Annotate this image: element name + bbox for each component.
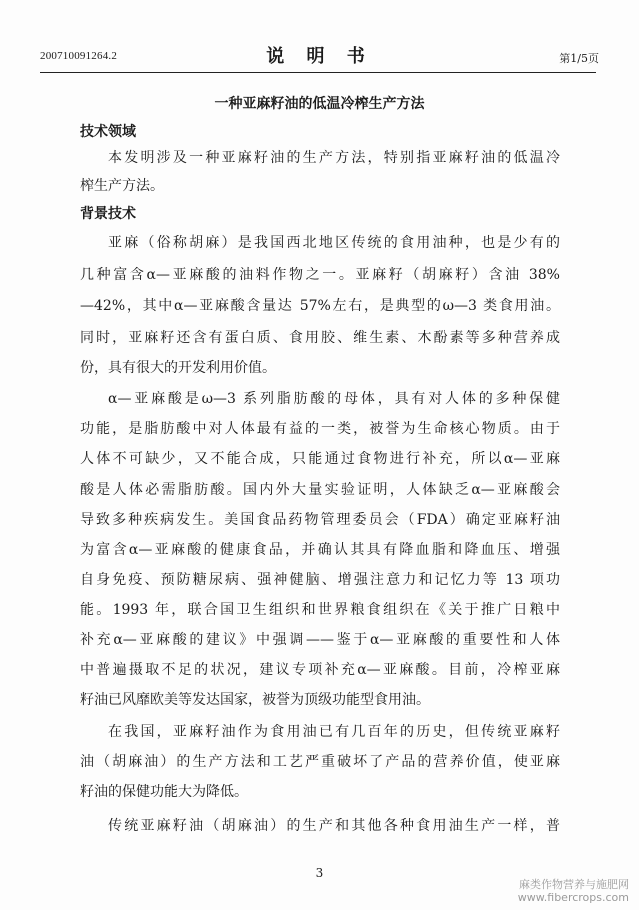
page-indicator: 第1/5页: [559, 52, 599, 65]
header-rule: [40, 72, 596, 73]
paragraph-line: 本发明涉及一种亚麻籽油的生产方法，特别指亚麻籽油的低温冷: [108, 150, 560, 166]
paragraph-line: 在我国，亚麻籽油作为食用油已有几百年的历史，但传统亚麻籽: [108, 724, 560, 740]
section-heading-technical-field: 技术领域: [80, 124, 136, 140]
section-heading-background: 背景技术: [80, 206, 136, 222]
paragraph-line: α—亚麻酸是ω—3 系列脂肪酸的母体，具有对人体的多种保健: [108, 391, 560, 407]
paragraph-line: 功能，是脂肪酸中对人体最有益的一类，被誉为生命核心物质。由于: [80, 421, 560, 437]
paragraph-line: 份，具有很大的开发利用价值。: [80, 360, 276, 376]
paragraph-line: 籽油已风靡欧美等发达国家，被誉为顶级功能型食用油。: [80, 692, 430, 708]
document-title: 一种亚麻籽油的低温冷榨生产方法: [214, 96, 425, 112]
page-number: 3: [315, 866, 324, 880]
paragraph-line: 籽油的保健功能大为降低。: [80, 784, 248, 800]
paragraph-line: 传统亚麻籽油（胡麻油）的生产和其他各种食用油生产一样，普: [108, 818, 560, 834]
paragraph-line: 油（胡麻油）的生产方法和工艺严重破坏了产品的营养价值，使亚麻: [80, 754, 560, 770]
paragraph-line: 同时，亚麻籽还含有蛋白质、食用胶、维生素、木酚素等多种营养成: [80, 330, 560, 346]
site-watermark: [518, 878, 629, 904]
paragraph-line: 榨生产方法。: [80, 178, 164, 194]
paragraph-line: 能。1993 年，联合国卫生组织和世界粮食组织在《关于推广日粮中: [80, 602, 560, 618]
paragraph-line: 补充α—亚麻酸的建议》中强调——鉴于α—亚麻酸的重要性和人体: [80, 632, 560, 648]
application-number: 200710091264.2: [40, 50, 118, 62]
paragraph-line: —42%，其中α—亚麻酸含量达 57%左右，是典型的ω—3 类食用油。: [80, 298, 560, 314]
paragraph-line: 几种富含α—亚麻酸的油料作物之一。亚麻籽（胡麻籽）含油 38%: [80, 267, 560, 283]
header-title: 说 明 书: [266, 46, 373, 67]
watermark-url: www.fibercrops.com: [517, 891, 629, 904]
watermark-site-name: 麻类作物营养与施肥网: [519, 878, 629, 891]
paragraph-line: 为富含α—亚麻酸的健康食品，并确认其具有降血脂和降血压、增强: [80, 542, 560, 558]
paragraph-line: 自身免疫、预防糖尿病、强神健脑、增强注意力和记忆力等 13 项功: [80, 572, 560, 588]
paragraph-line: 中普遍摄取不足的状况，建议专项补充α—亚麻酸。目前，冷榨亚麻: [80, 662, 560, 678]
paragraph-line: 导致多种疾病发生。美国食品药物管理委员会（FDA）确定亚麻籽油: [80, 512, 560, 528]
paragraph-line: 人体不可缺少，又不能合成，只能通过食物进行补充，所以α—亚麻: [80, 451, 560, 467]
paragraph-line: 酸是人体必需脂肪酸。国内外大量实验证明，人体缺乏α—亚麻酸会: [80, 482, 560, 498]
paragraph-line: 亚麻（俗称胡麻）是我国西北地区传统的食用油种，也是少有的: [108, 235, 560, 251]
